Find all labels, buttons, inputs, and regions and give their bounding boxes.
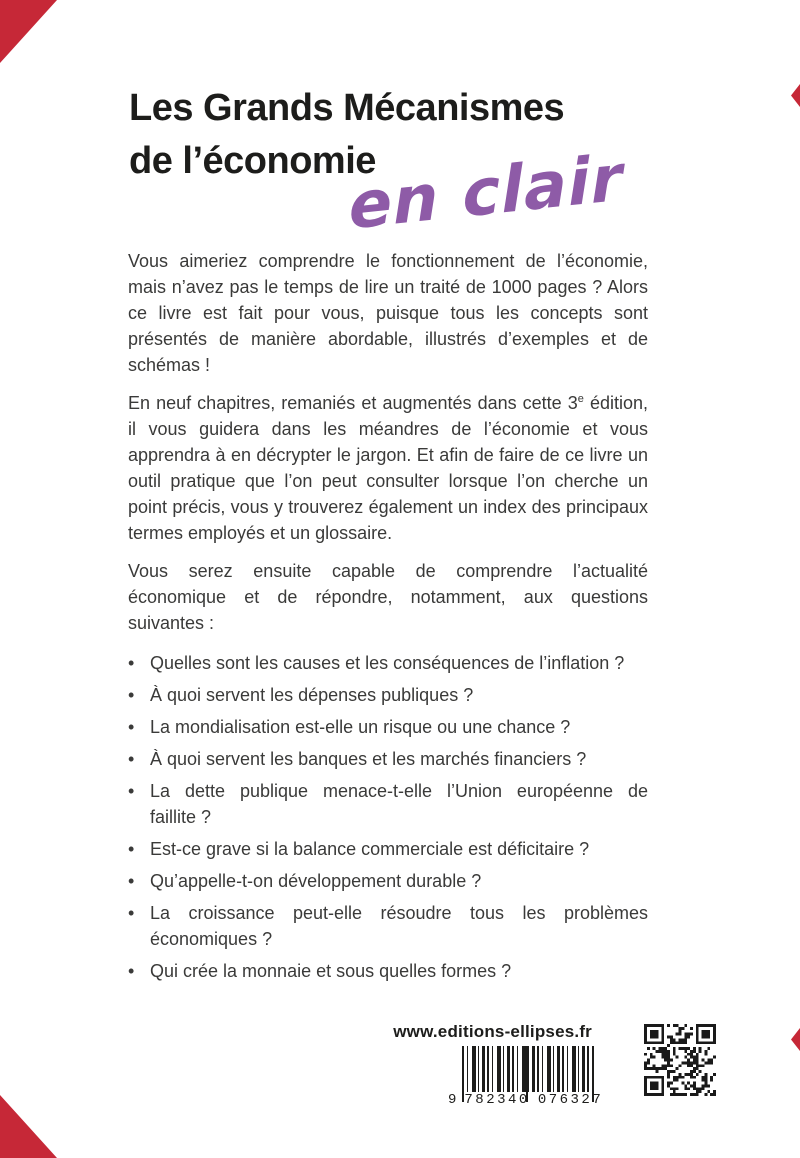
question-text: La dette publique menace-t-elle l’Union européenne de faillite ? [150, 781, 648, 827]
qr-code-svg [644, 1024, 716, 1096]
series-tagline-en-clair: en clair [347, 141, 625, 245]
bullet-icon: • [128, 961, 135, 981]
paragraph-intro: Vous aimeriez comprendre le fonctionnement de l’économie, mais n’avez pas le temps de lire un traité de 1000 pages ? Alors ce livre est fait pour vous, puisque tous les concepts sont présentés de manière abordable, illustrés d’exemples et de schémas ! [128, 251, 648, 375]
barcode-lead-digit: 9 [448, 1092, 457, 1108]
question-text: Quelles sont les causes et les conséquences de l’inflation ? [150, 653, 625, 673]
bullet-icon: • [128, 653, 135, 673]
paragraph-questions-intro: Vous serez ensuite capable de comprendre l’actualité économique et de répondre, notamment, aux questions suivantes : [128, 561, 648, 633]
barcode-group1: 782340 [464, 1092, 530, 1108]
question-text: À quoi servent les dépenses publiques ? [150, 685, 474, 705]
list-item [128, 746, 648, 772]
question-text: Qu’appelle-t-on développement durable ? [150, 871, 482, 891]
back-cover-text [128, 248, 648, 990]
paragraph-edition-text-cont: édition, il vous guidera dans les méandres de l’économie et vous apprendra à en décrypter le jargon. Et afin de faire de ce livre un outil pratique que l’on peut consulter lorsque l’on cherche un point précis, vous y trouverez également un index des principaux termes employés et un glossaire. [128, 393, 648, 543]
barcode-group2: 076327 [537, 1092, 604, 1108]
question-text: À quoi servent les banques et les marchés financiers ? [150, 749, 587, 769]
bullet-icon: • [128, 903, 135, 923]
question-text: La croissance peut-elle résoudre tous les problèmes économiques ? [150, 903, 648, 949]
list-item [128, 650, 648, 676]
paragraph-edition [128, 390, 648, 546]
barcode-digits [448, 1092, 604, 1108]
ean13-barcode [448, 1046, 604, 1110]
red-corner-triangle-top-left [0, 0, 57, 63]
list-item [128, 958, 648, 984]
questions-list [128, 650, 648, 984]
list-item [128, 868, 648, 894]
list-item [128, 714, 648, 740]
bullet-icon: • [128, 685, 135, 705]
barcode-bars [462, 1046, 594, 1092]
publisher-website: www.editions-ellipses.fr [393, 1022, 592, 1041]
bullet-icon: • [128, 749, 135, 769]
bullet-icon: • [128, 781, 135, 801]
list-item [128, 778, 648, 830]
qr-code [644, 1024, 716, 1096]
list-item [128, 682, 648, 708]
list-item [128, 836, 648, 862]
red-edge-accent-top-right [791, 84, 800, 107]
paragraph-edition-text: En neuf chapitres, remaniés et augmentés dans cette 3 [128, 393, 578, 413]
question-text: La mondialisation est-elle un risque ou une chance ? [150, 717, 571, 737]
red-corner-triangle-bottom-left [0, 1095, 57, 1158]
bullet-icon: • [128, 871, 135, 891]
red-edge-accent-bottom-right [791, 1028, 800, 1051]
list-item [128, 900, 648, 952]
bullet-icon: • [128, 839, 135, 859]
edition-superscript: e [577, 393, 584, 405]
book-title-line1: Les Grands Mécanismes [129, 87, 565, 129]
bullet-icon: • [128, 717, 135, 737]
question-text: Qui crée la monnaie et sous quelles formes ? [150, 961, 512, 981]
book-title-line2: de l’économie [129, 140, 376, 182]
question-text: Est-ce grave si la balance commerciale est déficitaire ? [150, 839, 590, 859]
